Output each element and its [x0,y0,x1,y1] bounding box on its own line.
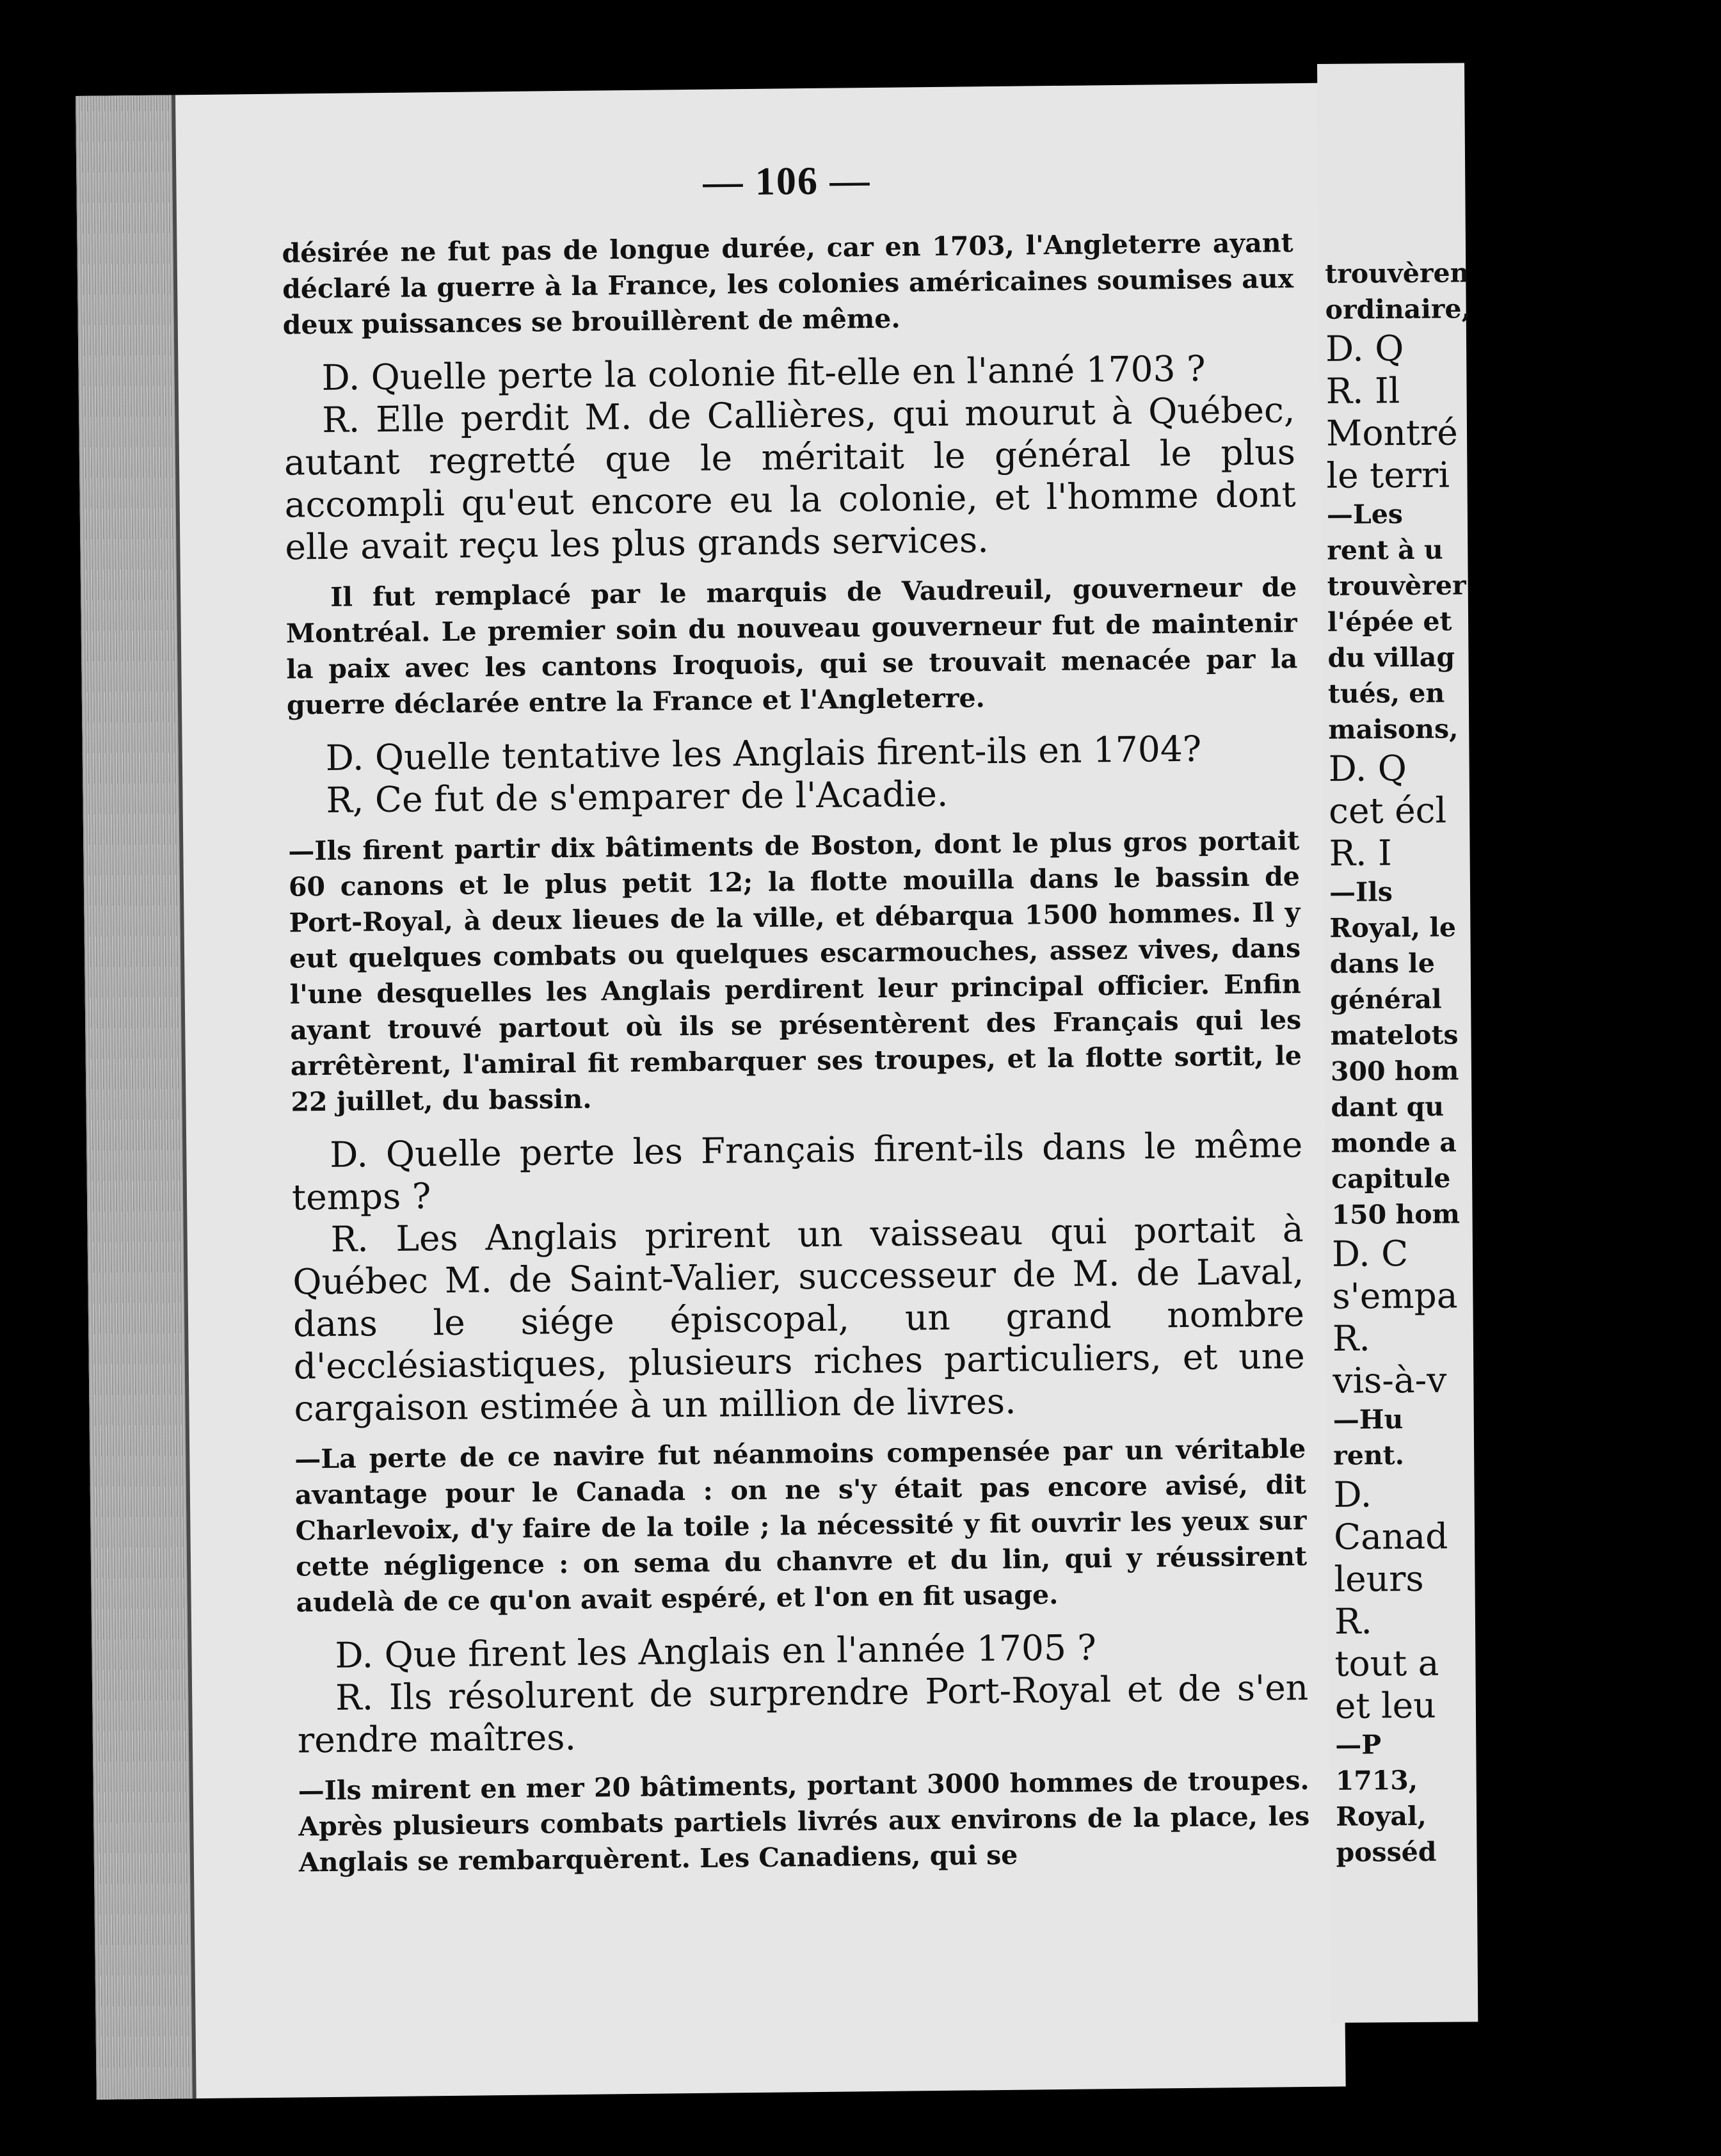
right-page-line: dans le [1329,947,1436,979]
commentary-paragraph: —Ils mirent en mer 20 bâtiments, portant 3000 hommes de troupes. Après plusieurs combats partiels livrés aux environs de la place, les Anglais se rembarquèrent. Les Canadiens, qui se [298,1764,1310,1878]
answer-paragraph: R, Ce fut de s'emparer de l'Acadie. [326,773,949,821]
right-page-line: rent. [1333,1440,1405,1471]
right-page-line: du villag [1327,641,1455,673]
right-page-line: vis-à-v [1333,1359,1447,1401]
right-page-line: rent à u [1327,534,1443,566]
right-page-line: Canad [1333,1515,1448,1557]
paragraph-list [282,225,1310,1880]
right-page-line: —Les [1326,499,1404,530]
right-page-line: R. [1334,1600,1373,1642]
right-page-line: l'épée et [1327,606,1452,638]
page-text-block [281,154,1310,1894]
right-page-line: trouvèren [1325,257,1469,289]
right-page-line: Royal, le [1329,912,1457,944]
answer-paragraph: R. Les Anglais prirent un vaisseau qui portait à Québec M. de Saint-Valier, successeur de M. de Laval, dans le siége épiscopal, un grand nombre d'ecclésiastiques, plusieurs riches particuliers, et une cargaison estimée à un million de livres. [292,1209,1306,1429]
right-page-line: 300 hom [1330,1055,1459,1087]
right-page-line: —P [1335,1729,1382,1760]
right-page-line: maisons, [1328,713,1459,745]
right-page-line: 150 hom [1331,1198,1461,1230]
right-page-line: D. C [1331,1233,1409,1275]
right-page-line: tués, en [1327,677,1445,709]
right-page-line: dant qu [1331,1091,1445,1123]
right-page-line: R. Il [1325,370,1400,412]
commentary-paragraph: désirée ne fut pas de longue durée, car en 1703, l'Angleterre ayant déclaré la guerre à la France, les colonies américaines soumises aux deux puissances se brouillèrent de même. [282,227,1294,341]
right-page-line: —Ils [1329,876,1393,908]
question-paragraph: D. Quelle perte la colonie fit-elle en l'anné 1703 ? [321,348,1206,398]
right-page-fragment [1317,63,1478,2023]
right-page-line: général [1330,983,1442,1015]
question-paragraph: D. Quelle perte les Français firent-ils dans le même temps ? [291,1124,1303,1218]
right-page-line: s'empa [1332,1275,1458,1317]
commentary-paragraph: —La perte de ce navire fut néanmoins compensée par un véritable avantage pour le Canada : on ne s'y était pas encore avisé, dit Charlevoix, d'y faire de la toile ; la nécessité y fit ouvrir les yeux sur cette négligence : on sema du chanvre et du lin, qui y réussirent audelà de ce qu'on avait espéré, et l'on en fit usage. [294,1433,1308,1618]
right-page-line: 1713, [1335,1764,1418,1796]
right-page-line: trouvèrer [1327,570,1466,602]
right-page-line: capitule [1331,1162,1451,1195]
answer-paragraph: R. Elle perdit M. de Callières, qui mourut à Québec, autant regretté que le méritait le général le plus accompli qu'eut encore eu la colonie, et l'homme dont elle avait reçu les plus grands services. [284,389,1296,568]
right-page-line: cet écl [1328,789,1447,832]
right-page-line: leurs [1334,1557,1424,1600]
right-page-line: D. Q [1328,748,1407,789]
right-page-line: et leu [1334,1684,1436,1726]
right-page-line: monde a [1331,1127,1457,1159]
right-page-line: Montré [1325,412,1459,454]
answer-paragraph: R. Ils résolurent de surprendre Port-Royal et de s'en rendre maîtres. [297,1666,1309,1761]
commentary-paragraph: —Ils firent partir dix bâtiments de Boston, dont le plus gros portait 60 canons et le plus petit 12; la flotte mouilla dans le bassin de Port-Royal, à deux lieues de la ville, et débarqua 1500 hommes. Il y eut quelques combats ou quelques escarmouches, assez vives, dans l'une desquelles les Anglais perdirent leur principal officier. Enfin ayant trouvé partout où ils se présentèrent des Français qui les arrêtèrent, l'amiral fit rembarquer ses troupes, et la flotte sortit, le 22 juillet, du bassin. [288,825,1302,1118]
right-page-line: ordinaire, [1325,293,1471,325]
commentary-paragraph: Il fut remplacé par le marquis de Vaudreuil, gouverneur de Montréal. Le premier soin du nouveau gouverneur fut de maintenir la paix avec les cantons Iroquois, qui se trouvait menacée par la guerre déclarée entre la France et l'Angleterre. [285,572,1298,721]
right-page-line: le terri [1326,454,1450,496]
right-page-line: —Hu [1333,1404,1404,1435]
right-page-line: Royal, [1335,1800,1427,1832]
question-paragraph: D. Que firent les Anglais en l'année 1705 ? [335,1627,1097,1676]
right-page-line: D. Q [1325,328,1404,369]
right-page-text [1325,253,1720,1870]
right-page-line: D. [1333,1474,1372,1515]
page-number: — 106 — [703,158,871,204]
right-page-line: posséd [1336,1836,1437,1868]
question-paragraph: D. Quelle tentative les Anglais firent-ils en 1704? [325,728,1202,778]
right-page-line: R. I [1329,832,1392,874]
right-page-line: matelots [1330,1019,1459,1051]
left-page [76,83,1346,2100]
right-page-line: R. [1332,1317,1371,1359]
right-page-line: tout a [1334,1642,1439,1684]
